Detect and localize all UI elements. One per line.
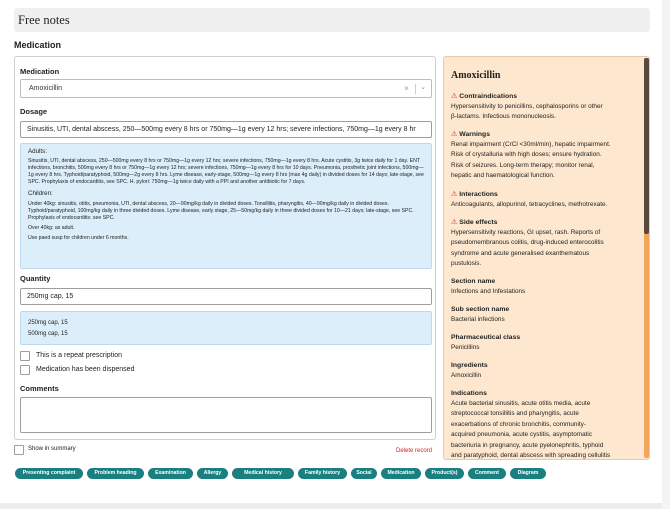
free-notes-header bbox=[14, 8, 650, 32]
warnings-heading: ⚠ Warnings bbox=[451, 131, 490, 138]
medication-select[interactable] bbox=[20, 79, 432, 98]
bottom-edge bbox=[0, 503, 662, 509]
section-name-section bbox=[451, 278, 641, 297]
paed-text: Use paed susp for children under 6 months. bbox=[28, 234, 129, 241]
warnings-section: ⚠ Warnings Renal impairment (CrCl <30ml/min), hepatic impairment. Risk of crystalluria with high doses; ensure hydration. Risk of seizures. Long-term therapy; monitor renal, hepatic and haematological function. bbox=[451, 130, 641, 182]
chevron-down-icon[interactable]: ⌄ bbox=[420, 84, 426, 91]
pharma-class-heading: Pharmaceutical class bbox=[451, 334, 521, 341]
adults-text: Sinusitis, UTI, dental abscess, 250—500mg every 8 hrs or 750mg—1g every 12 hrs; severe infections, 750mg—1g every 8 hrs. Acute cystitis, 3g twice daily for 1 day. ENT infections, bronchitis, 500mg every 8 hrs or 750mg—1g every 12 hrs; severe infections, 750mg—1g every 8 hrs for 10 days. Pneumonia, prosthetic joint infections, 500mg—1g every 8 hrs. Typhoid/paratyphoid, 500mg—2g every 8 hrs. Lyme disease, early-stage, 500mg—1g every 8 hrs (max 4g daily) in divided doses for 14 days; late-stage, see SPC. Prophylaxis of endocarditis, see SPC. H. pylori: 750mg—1g twice daily with a PPI and another antibiotic for 7 days. bbox=[28, 158, 424, 186]
indications-section: Indications Acute bacterial sinusitis, acute otitis media, acute streptococcal tonsillitis and pharyngitis, acute exacerbations of chronic bronchitis, community- acquired pneumonia, acute cystitis, asymptomatic bacteriuria in pregnancy, acute pyelonephritis, typhoid and paratyphoid, dental abscess with spreading cellulitis bbox=[451, 390, 641, 460]
dosage-label: Dosage bbox=[20, 107, 48, 116]
quantity-option[interactable]: 500mg cap, 15 bbox=[28, 330, 68, 337]
quantity-options bbox=[20, 311, 432, 345]
repeat-prescription-checkbox[interactable] bbox=[20, 351, 30, 361]
quantity-input[interactable]: 250mg cap, 15 bbox=[20, 288, 432, 305]
ingredients-heading: Ingredients bbox=[451, 362, 488, 369]
pharma-class-section bbox=[451, 334, 641, 353]
pharma-class-value: Penicillins bbox=[451, 344, 480, 351]
warning-icon: ⚠ bbox=[451, 191, 458, 198]
section-name-heading: Section name bbox=[451, 278, 496, 285]
dosage-info-box bbox=[20, 143, 432, 269]
tag-comment[interactable]: Comment bbox=[468, 468, 506, 479]
indications-heading: Indications bbox=[451, 390, 487, 397]
sub-section-section bbox=[451, 306, 641, 325]
delete-record-button[interactable]: Delete record bbox=[396, 448, 433, 454]
tag-products[interactable]: Product(s) bbox=[425, 468, 464, 479]
medication-select-value: Amoxicillin bbox=[29, 85, 63, 92]
select-separator bbox=[415, 84, 416, 94]
medication-form bbox=[14, 56, 436, 440]
ingredients-value: Amoxicillin bbox=[451, 372, 482, 379]
comments-label: Comments bbox=[20, 384, 59, 393]
sub-section-value: Bacterial infections bbox=[451, 316, 505, 323]
clear-icon[interactable]: × bbox=[404, 83, 409, 93]
warning-icon: ⚠ bbox=[451, 219, 458, 226]
quantity-option[interactable]: 250mg cap, 15 bbox=[28, 320, 68, 326]
tag-medication[interactable]: Medication bbox=[381, 468, 421, 479]
tag-social[interactable]: Social bbox=[351, 468, 377, 479]
dosage-input[interactable]: Sinusitis, UTI, dental abscess, 250—500mg every 8 hrs or 750mg—1g every 12 hrs; severe infections, 750mg—1g every 8 hr bbox=[20, 121, 432, 138]
warning-icon: ⚠ bbox=[451, 131, 458, 138]
contraindications-heading: ⚠ Contraindications bbox=[451, 93, 518, 100]
comments-textarea[interactable] bbox=[20, 397, 432, 433]
section-title: Medication bbox=[14, 40, 62, 50]
tag-family-history[interactable]: Family history bbox=[298, 468, 347, 479]
tag-presenting-complaint[interactable]: Presenting complaint bbox=[15, 468, 83, 479]
side-effects-section: ⚠ Side effects Hypersensitivity reactions, GI upset, rash. Reports of pseudomembranous colitis, drug-induced enterocolitis syndrome and acute generalised exanthematous pustulosis. bbox=[451, 218, 641, 270]
tag-allergy[interactable]: Allergy bbox=[197, 468, 228, 479]
interactions-heading: ⚠ Interactions bbox=[451, 191, 498, 198]
scrollbar-thumb[interactable] bbox=[644, 58, 649, 234]
side-effects-heading: ⚠ Side effects bbox=[451, 219, 498, 226]
drug-info-panel bbox=[443, 56, 650, 460]
children-heading: Children: bbox=[28, 190, 53, 198]
warning-icon: ⚠ bbox=[451, 93, 458, 100]
interactions-section: ⚠ Interactions Anticoagulants, allopurinol, tetracyclines, methotrexate. bbox=[451, 190, 641, 210]
tag-medical-history[interactable]: Medical history bbox=[232, 468, 294, 479]
contraindications-section: ⚠ Contraindications Hypersensitivity to penicillins, cephalosporins or other β-lactams. Infectious mononucleosis. bbox=[451, 92, 641, 123]
tag-diagram[interactable]: Diagram bbox=[510, 468, 546, 479]
section-name-value: Infections and Infestations bbox=[451, 288, 526, 295]
show-in-summary-checkbox[interactable] bbox=[14, 445, 24, 455]
over40-text: Over 40kg: as adult. bbox=[28, 224, 75, 231]
tag-problem-heading[interactable]: Problem heading bbox=[87, 468, 144, 479]
adults-heading: Adults: bbox=[28, 148, 47, 155]
sub-section-heading: Sub section name bbox=[451, 306, 510, 313]
quantity-label: Quantity bbox=[20, 274, 51, 283]
free-notes-title: Free notes bbox=[18, 13, 70, 27]
drug-panel-scrollbar[interactable] bbox=[644, 58, 649, 458]
ingredients-section bbox=[451, 362, 641, 381]
dispensed-checkbox[interactable] bbox=[20, 365, 30, 375]
children-text: Under 40kg: sinusitis, otitis, pneumonia, UTI, dental abscess, 20—90mg/kg daily in divided doses. Tonsillitis, pharyngitis, 40—90mg/kg daily in divided doses. Typhoid/paratyphoid, 100mg/kg daily in three divided doses. Lyme disease, early stage, 25—50mg/kg daily in three divided doses for 10—21 days; late-stage, see SPC. Prophylaxis of endocarditis: see SPC. bbox=[28, 200, 414, 221]
dispensed-label: Medication has been dispensed bbox=[36, 366, 135, 373]
show-in-summary-label: Show in summary bbox=[28, 446, 76, 452]
tag-examination[interactable]: Examination bbox=[148, 468, 193, 479]
drug-title: Amoxicillin bbox=[451, 70, 501, 81]
repeat-prescription-label: This is a repeat prescription bbox=[36, 352, 122, 359]
medication-label: Medication bbox=[20, 67, 60, 76]
